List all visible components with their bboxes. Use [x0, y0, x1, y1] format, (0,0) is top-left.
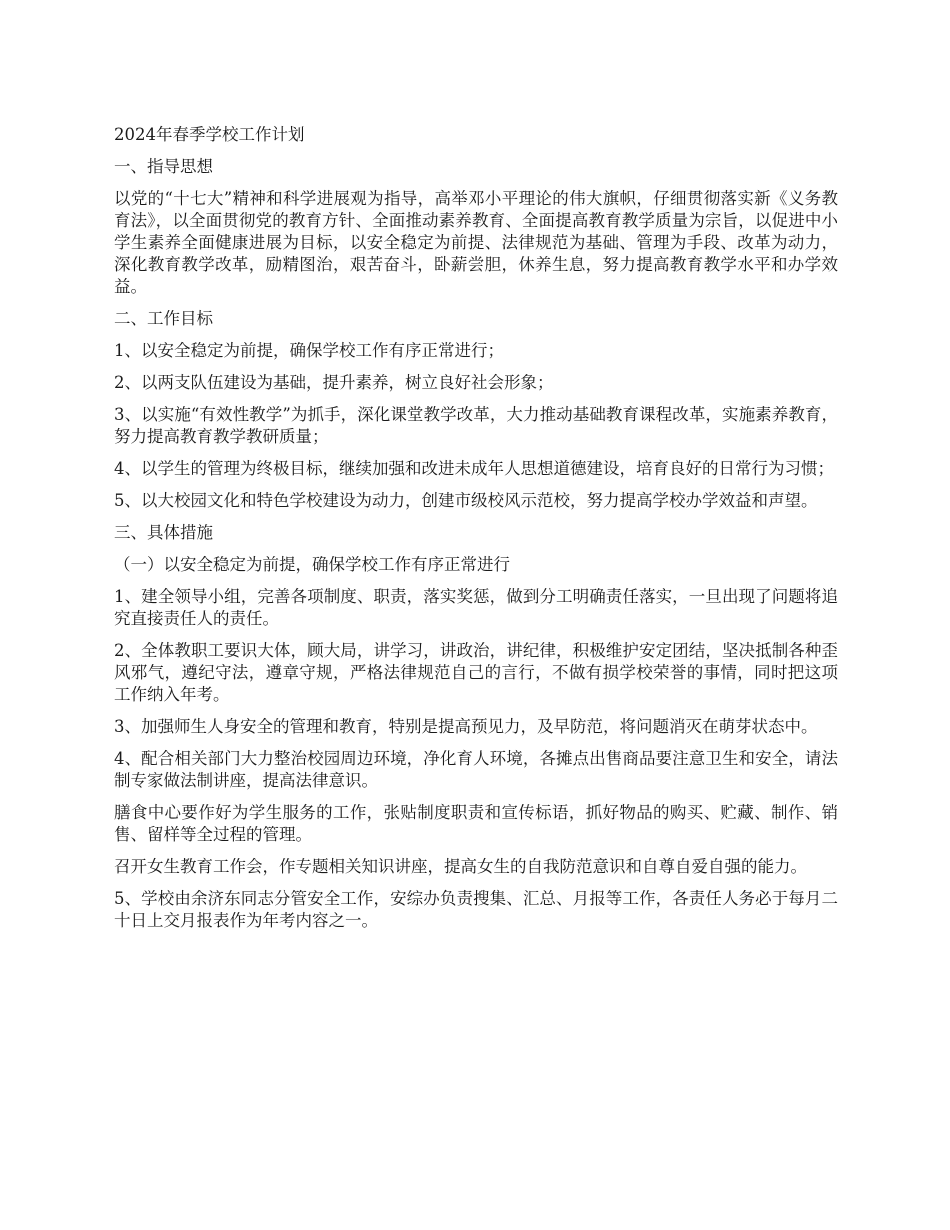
document-body [114, 124, 838, 942]
document-title: 2024年春季学校工作计划 [114, 125, 305, 144]
paragraph: 以党的“十七大”精神和科学进展观为指导，高举邓小平理论的伟大旗帜，仔细贯彻落实新《义务教育法》，以全面贯彻党的教育方针、全面推动素养教育、全面提高教育教学质量为宗旨，以促进中小学生素养全面健康进展为目标，以安全稳定为前提、法律规范为基础、管理为手段、改革为动力，深化教育教学改革，励精图治，艰苦奋斗，卧薪尝胆，休养生息，努力提高教育教学水平和办学效益。 [114, 189, 838, 296]
section-heading: 二、工作目标 [114, 309, 213, 328]
section-heading: 三、具体措施 [114, 523, 213, 542]
list-item: 3、以实施“有效性教学”为抓手，深化课堂教学改革，大力推动基础教育课程改革，实施素养教育，努力提高教育教学教研质量； [114, 405, 838, 446]
list-item: 1、以安全稳定为前提，确保学校工作有序正常进行； [114, 341, 504, 360]
list-item: 5、以大校园文化和特色学校建设为动力，创建市级校风示范校，努力提高学校办学效益和声望。 [114, 491, 818, 510]
paragraph: 膳食中心要作好为学生服务的工作，张贴制度职责和宣传标语，抓好物品的购买、贮藏、制作、销售、留样等全过程的管理。 [114, 803, 838, 844]
list-item: 3、加强师生人身安全的管理和教育，特别是提高预见力，及早防范，将问题消灭在萌芽状态中。 [114, 717, 818, 736]
subsection-heading: （一）以安全稳定为前提，确保学校工作有序正常进行 [114, 555, 510, 574]
paragraph: 召开女生教育工作会，作专题相关知识讲座，提高女生的自我防范意识和自尊自爱自强的能力。 [114, 857, 807, 876]
list-item: 1、建全领导小组，完善各项制度、职责，落实奖惩，做到分工明确责任落实，一旦出现了问题将追究直接责任人的责任。 [114, 587, 838, 628]
list-item: 2、全体教职工要识大体，顾大局，讲学习，讲政治，讲纪律，积极维护安定团结，坚决抵制各种歪风邪气，遵纪守法，遵章守规，严格法律规范自己的言行，不做有损学校荣誉的事情，同时把这项工作纳入年考。 [114, 641, 838, 704]
section-heading: 一、指导思想 [114, 157, 213, 176]
list-item: 2、以两支队伍建设为基础，提升素养，树立良好社会形象； [114, 373, 554, 392]
list-item: 4、配合相关部门大力整治校园周边环境，净化育人环境，各摊点出售商品要注意卫生和安全，请法制专家做法制讲座，提高法律意识。 [114, 749, 838, 790]
list-item: 4、以学生的管理为终极目标，继续加强和改进未成年人思想道德建设，培育良好的日常行为习惯； [114, 459, 834, 478]
list-item: 5、学校由余济东同志分管安全工作，安综办负责搜集、汇总、月报等工作，各责任人务必于每月二十日上交月报表作为年考内容之一。 [114, 889, 838, 930]
